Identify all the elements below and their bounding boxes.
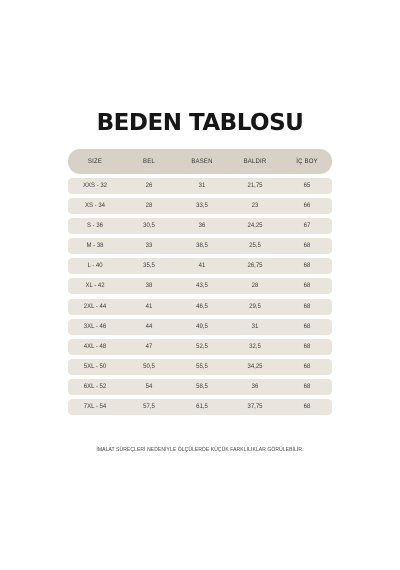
header-size: SIZE bbox=[87, 158, 103, 165]
size-cell: XXS - 32 bbox=[82, 183, 107, 189]
bel-cell: 54 bbox=[145, 383, 153, 390]
ic-boy-cell: 65 bbox=[303, 183, 311, 189]
baldir-cell: 25,5 bbox=[249, 243, 261, 250]
basen-cell: 36 bbox=[198, 223, 206, 230]
size-cell: 2XL - 44 bbox=[83, 303, 107, 310]
ic-boy-cell: 68 bbox=[303, 243, 311, 250]
basen-cell: 41 bbox=[198, 263, 206, 270]
basen-cell: 46,5 bbox=[196, 303, 208, 310]
bel-cell: 38 bbox=[145, 283, 153, 290]
table-row bbox=[68, 198, 332, 214]
header-basen: BASEN bbox=[191, 158, 213, 165]
ic-boy-cell: 68 bbox=[303, 363, 311, 370]
page-title: BEDEN TABLOSU bbox=[96, 110, 304, 136]
baldir-cell: 21,75 bbox=[247, 183, 263, 189]
baldir-cell: 36 bbox=[251, 383, 259, 390]
footnote: İMALAT SÜREÇLERİ NEDENİYLE ÖLÇÜLERDE KÜÇÜK FARKLILIKLAR GÖRÜLEBİLİR. bbox=[96, 447, 304, 453]
basen-cell: 49,5 bbox=[196, 323, 208, 330]
ic-boy-cell: 68 bbox=[303, 404, 311, 411]
size-cell: L - 40 bbox=[87, 263, 103, 270]
size-cell: S - 36 bbox=[86, 223, 103, 230]
table-row bbox=[68, 278, 332, 294]
ic-boy-cell: 67 bbox=[303, 223, 311, 230]
table-row bbox=[68, 299, 332, 315]
basen-cell: 38,5 bbox=[196, 243, 208, 250]
size-cell: 6XL - 52 bbox=[83, 383, 107, 390]
size-cell: 3XL - 46 bbox=[83, 323, 107, 330]
basen-cell: 43,5 bbox=[196, 283, 208, 290]
bel-cell: 28 bbox=[145, 203, 153, 210]
ic-boy-cell: 68 bbox=[303, 263, 311, 270]
size-cell: XL - 42 bbox=[85, 283, 105, 290]
ic-boy-cell: 68 bbox=[303, 283, 311, 290]
baldir-cell: 29,5 bbox=[249, 303, 261, 310]
bel-cell: 30,5 bbox=[143, 223, 155, 230]
ic-boy-cell: 68 bbox=[303, 323, 311, 330]
basen-cell: 58,5 bbox=[196, 383, 208, 390]
bel-cell: 33 bbox=[145, 243, 153, 250]
table-row bbox=[68, 399, 332, 415]
table-body bbox=[68, 178, 332, 415]
baldir-cell: 34,25 bbox=[247, 363, 263, 370]
baldir-cell: 28 bbox=[251, 283, 259, 290]
table-row bbox=[68, 319, 332, 335]
bel-cell: 26 bbox=[145, 183, 153, 189]
header-bel: BEL bbox=[143, 158, 155, 165]
table-header bbox=[68, 149, 332, 174]
baldir-cell: 26,75 bbox=[247, 263, 263, 270]
ic-boy-cell: 68 bbox=[303, 303, 311, 310]
baldir-cell: 37,75 bbox=[247, 404, 263, 411]
bel-cell: 41 bbox=[145, 303, 153, 310]
ic-boy-cell: 68 bbox=[303, 383, 311, 390]
bel-cell: 57,5 bbox=[143, 404, 155, 411]
baldir-cell: 24,25 bbox=[247, 223, 263, 230]
bel-cell: 47 bbox=[145, 343, 153, 350]
header-baldir: BALDIR bbox=[243, 158, 267, 165]
bel-cell: 35,5 bbox=[143, 263, 155, 270]
bel-cell: 50,5 bbox=[143, 363, 155, 370]
ic-boy-cell: 66 bbox=[303, 203, 311, 210]
basen-cell: 61,5 bbox=[196, 404, 208, 411]
table-row bbox=[68, 359, 332, 375]
size-cell: M - 38 bbox=[86, 243, 104, 250]
size-cell: XS - 34 bbox=[84, 203, 105, 210]
baldir-cell: 31 bbox=[251, 323, 259, 330]
table-row bbox=[68, 178, 332, 194]
basen-cell: 31 bbox=[198, 183, 206, 189]
header-ic-boy: İÇ BOY bbox=[296, 158, 318, 165]
baldir-cell: 23 bbox=[251, 203, 259, 210]
baldir-cell: 32,5 bbox=[249, 343, 261, 350]
ic-boy-cell: 68 bbox=[303, 343, 311, 350]
table-row bbox=[68, 238, 332, 254]
table-row bbox=[68, 218, 332, 234]
table-row bbox=[68, 339, 332, 355]
basen-cell: 52,5 bbox=[196, 343, 208, 350]
basen-cell: 55,5 bbox=[196, 363, 208, 370]
table-row bbox=[68, 379, 332, 395]
basen-cell: 33,5 bbox=[196, 203, 208, 210]
table-row bbox=[68, 258, 332, 274]
bel-cell: 44 bbox=[145, 323, 153, 330]
size-cell: 4XL - 48 bbox=[83, 343, 107, 350]
size-chart-table bbox=[68, 149, 332, 419]
size-cell: 5XL - 50 bbox=[83, 363, 107, 370]
size-cell: 7XL - 54 bbox=[83, 404, 107, 411]
